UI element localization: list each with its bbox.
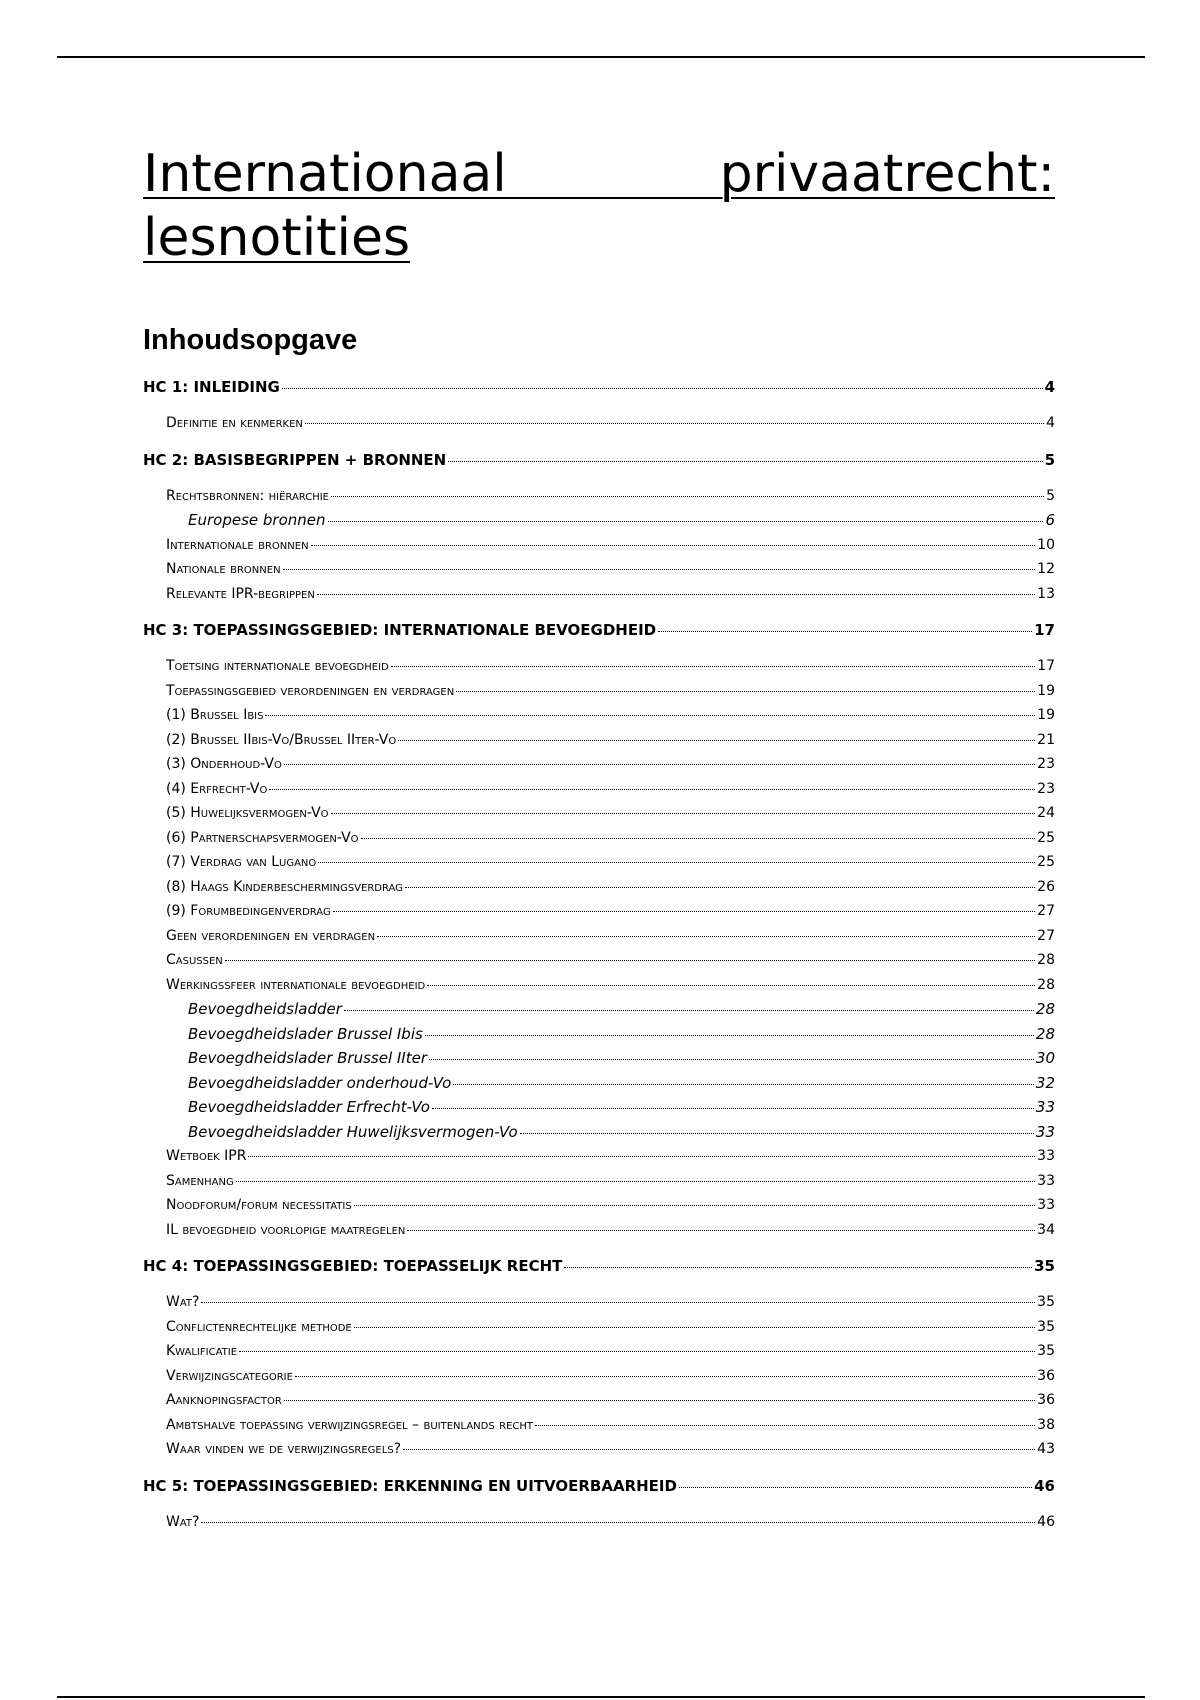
toc-entry[interactable] [143, 1364, 1055, 1389]
toc-entry-page-number: 27 [1037, 903, 1055, 919]
toc-entry-page-number: 5 [1044, 450, 1055, 469]
toc-entry-label: HC 5: TOEPASSINGSGEBIED: ERKENNING EN UITVOERBAARHEID [143, 1476, 677, 1495]
toc-entry-label: IL bevoegdheid voorlopige maatregelen [166, 1221, 406, 1238]
toc-entry-label: (1) Brussel Ibis [166, 707, 264, 723]
toc-entry-label: Verwijzingscategorie [166, 1367, 293, 1384]
toc-entry-page-number: 43 [1037, 1441, 1055, 1457]
toc-entry-label: Casussen [166, 952, 223, 968]
toc-entry-page-number: 35 [1037, 1318, 1055, 1335]
toc-entry-page-number: 13 [1037, 585, 1055, 602]
toc-entry-label: HC 2: BASISBEGRIPPEN + BRONNEN [143, 450, 447, 469]
toc-entry-label: Noodforum/forum necessitatis [166, 1197, 352, 1213]
toc-entry[interactable] [143, 1315, 1055, 1340]
toc-entry[interactable] [143, 1473, 1055, 1499]
toc-entry-label: Ambtshalve toepassing verwijzingsregel – buitenlands recht [166, 1416, 534, 1433]
toc-leader-dots [225, 958, 1035, 961]
toc-leader-dots [328, 519, 1044, 522]
toc-leader-dots [201, 1520, 1035, 1523]
toc-entry[interactable] [143, 1120, 1055, 1145]
toc-entry[interactable] [143, 508, 1055, 533]
toc-entry[interactable] [143, 1022, 1055, 1047]
toc-entry-label: HC 4: TOEPASSINGSGEBIED: TOEPASSELIJK RECHT [143, 1257, 563, 1275]
toc-entry-page-number: 32 [1035, 1073, 1055, 1092]
toc-leader-dots [284, 1398, 1035, 1401]
toc-leader-dots [239, 1349, 1035, 1352]
toc-entry-label: (4) Erfrecht-Vo [166, 780, 268, 797]
toc-entry-page-number: 25 [1037, 854, 1055, 870]
toc-entry-label: Toetsing internationale bevoegdheid [166, 658, 389, 674]
toc-leader-dots [520, 1131, 1034, 1134]
toc-entry[interactable] [143, 1169, 1055, 1194]
toc-entry-label: Definitie en kenmerken [166, 415, 303, 431]
toc-entry[interactable] [143, 533, 1055, 558]
toc-entry-page-number: 46 [1037, 1513, 1055, 1530]
toc-entry[interactable] [143, 1437, 1055, 1462]
toc-leader-dots [354, 1325, 1035, 1328]
toc-entry-page-number: 33 [1037, 1197, 1055, 1213]
toc-entry-page-number: 17 [1037, 658, 1055, 674]
toc-leader-dots [311, 543, 1036, 546]
toc-leader-dots [361, 836, 1036, 839]
toc-entry-page-number: 38 [1037, 1416, 1055, 1433]
toc-entry-label: Conflictenrechtelijke methode [166, 1318, 352, 1335]
toc-entry[interactable] [143, 924, 1055, 949]
toc-entry[interactable] [143, 899, 1055, 924]
toc-entry-page-number: 28 [1037, 952, 1055, 968]
toc-entry-page-number: 23 [1037, 780, 1055, 797]
toc-entry-page-number: 12 [1037, 561, 1055, 577]
toc-entry-label: Internationale bronnen [166, 536, 309, 553]
toc-leader-dots [284, 762, 1035, 765]
toc-leader-dots [456, 689, 1035, 692]
toc-entry-page-number: 28 [1035, 1000, 1055, 1018]
toc-entry[interactable] [143, 1193, 1055, 1218]
toc-leader-dots [405, 885, 1035, 888]
toc-entry-page-number: 33 [1035, 1122, 1055, 1141]
toc-entry-label: Bevoegdheidsladder onderhoud-Vo [188, 1073, 452, 1092]
toc-entry-label: Werkingssfeer internationale bevoegdheid [166, 976, 426, 993]
header-rule [57, 56, 1145, 58]
toc-entry-label: Bevoegdheidsladder [188, 1000, 342, 1018]
toc-entry-label: (2) Brussel IIbis-Vo/Brussel IIter-Vo [166, 731, 397, 748]
toc-entry-label: Kwalificatie [166, 1343, 238, 1359]
toc-leader-dots [305, 421, 1044, 424]
toc-leader-dots [658, 629, 1032, 632]
toc-entry-label: Waar vinden we de verwijzingsregels? [166, 1441, 402, 1457]
toc-entry-label: Wat? [166, 1294, 200, 1310]
toc-entry-label: (6) Partnerschapsvermogen-Vo [166, 829, 359, 846]
toc-entry[interactable] [143, 557, 1055, 582]
toc-entry[interactable] [143, 679, 1055, 704]
toc-entry[interactable] [143, 1095, 1055, 1120]
toc-entry[interactable] [143, 703, 1055, 728]
toc-entry-page-number: 35 [1037, 1343, 1055, 1359]
footer-rule [57, 1696, 1145, 1698]
toc-entry[interactable] [143, 973, 1055, 998]
toc-leader-dots [333, 909, 1035, 912]
toc-leader-dots [427, 983, 1035, 986]
toc-entry-label: Bevoegdheidslader Brussel IIter [188, 1049, 428, 1067]
toc-entry[interactable] [143, 1253, 1055, 1279]
toc-entry-page-number: 4 [1044, 378, 1055, 396]
toc-leader-dots [377, 934, 1035, 937]
toc-entry-page-number: 28 [1035, 1024, 1055, 1043]
toc-entry-page-number: 21 [1037, 731, 1055, 748]
toc-leader-dots [432, 1106, 1034, 1109]
toc-leader-dots [283, 567, 1036, 570]
toc-leader-dots [248, 1154, 1035, 1157]
toc-entry-label: Rechtsbronnen: hiërarchie [166, 487, 330, 504]
toc-entry-label: Wat? [166, 1513, 200, 1530]
toc-entry[interactable] [143, 728, 1055, 753]
toc-entry-label: (5) Huwelijksvermogen-Vo [166, 805, 329, 821]
toc-leader-dots [282, 386, 1043, 389]
toc-entry-label: Samenhang [166, 1172, 234, 1189]
toc-entry-page-number: 5 [1046, 487, 1055, 504]
toc-leader-dots [331, 494, 1044, 497]
toc-entry-page-number: 27 [1037, 927, 1055, 944]
toc-entry[interactable] [143, 447, 1055, 473]
toc-entry-label: HC 3: TOEPASSINGSGEBIED: INTERNATIONALE BEVOEGDHEID [143, 621, 657, 639]
toc-leader-dots [331, 811, 1036, 814]
toc-heading: Inhoudsopgave [143, 324, 358, 356]
toc-entry-label: Wetboek IPR [166, 1148, 247, 1164]
toc-entry-label: Geen verordeningen en verdragen [166, 927, 376, 944]
toc-entry-page-number: 35 [1034, 1257, 1055, 1275]
toc-leader-dots [265, 713, 1035, 716]
toc-entry-label: (9) Forumbedingenverdrag [166, 903, 331, 919]
toc-entry-page-number: 30 [1035, 1049, 1055, 1067]
toc-entry[interactable] [143, 1046, 1055, 1071]
toc-entry-label: Bevoegdheidsladder Huwelijksvermogen-Vo [188, 1122, 518, 1141]
toc-entry-page-number: 33 [1037, 1148, 1055, 1164]
toc-entry[interactable] [143, 1218, 1055, 1243]
toc-entry[interactable] [143, 826, 1055, 851]
toc-leader-dots [344, 1008, 1034, 1011]
toc-entry[interactable] [143, 1071, 1055, 1096]
toc-entry[interactable] [143, 1290, 1055, 1315]
toc-entry-page-number: 26 [1037, 878, 1055, 895]
toc-entry[interactable] [143, 875, 1055, 900]
toc-entry-label: Bevoegdheidslader Brussel Ibis [188, 1024, 423, 1043]
toc-leader-dots [354, 1203, 1036, 1206]
document-title: Internationaal privaatrecht: lesnotities [143, 144, 1055, 268]
toc-entry-label: Bevoegdheidsladder Erfrecht-Vo [188, 1098, 430, 1116]
toc-entry[interactable] [143, 411, 1055, 436]
toc-entry-page-number: 33 [1037, 1172, 1055, 1189]
toc-entry-label: Europese bronnen [188, 511, 326, 529]
toc-leader-dots [448, 459, 1042, 462]
toc-entry-page-number: 36 [1037, 1392, 1055, 1408]
toc-entry-page-number: 36 [1037, 1367, 1055, 1384]
toc-entry[interactable] [143, 1510, 1055, 1535]
toc-entry[interactable] [143, 752, 1055, 777]
toc-entry[interactable] [143, 850, 1055, 875]
toc-leader-dots [318, 860, 1035, 863]
toc-leader-dots [295, 1374, 1035, 1377]
toc-leader-dots [236, 1179, 1035, 1182]
toc-entry-label: Toepassingsgebied verordeningen en verdragen [166, 682, 455, 699]
toc-leader-dots [201, 1300, 1035, 1303]
toc-entry-label: Aanknopingsfactor [166, 1392, 282, 1408]
toc-entry[interactable] [143, 948, 1055, 973]
toc-leader-dots [269, 787, 1035, 790]
toc-leader-dots [403, 1447, 1035, 1450]
toc-entry-page-number: 23 [1037, 756, 1055, 772]
toc-entry[interactable] [143, 582, 1055, 607]
toc-entry-page-number: 46 [1034, 1476, 1055, 1495]
toc-entry-page-number: 4 [1046, 415, 1055, 431]
toc-entry-page-number: 17 [1034, 621, 1055, 639]
toc-entry[interactable] [143, 374, 1055, 400]
toc-entry[interactable] [143, 1339, 1055, 1364]
toc-entry[interactable] [143, 484, 1055, 509]
toc-leader-dots [564, 1265, 1032, 1268]
toc-leader-dots [535, 1423, 1035, 1426]
toc-leader-dots [453, 1082, 1034, 1085]
toc-entry-page-number: 6 [1045, 511, 1055, 529]
toc-entry-label: (3) Onderhoud-Vo [166, 756, 282, 772]
toc-leader-dots [429, 1057, 1034, 1060]
toc-entry-page-number: 28 [1037, 976, 1055, 993]
toc-leader-dots [398, 738, 1035, 741]
toc-entry-page-number: 35 [1037, 1294, 1055, 1310]
toc-leader-dots [391, 664, 1035, 667]
toc-entry-label: Nationale bronnen [166, 561, 281, 577]
toc-entry[interactable] [143, 1388, 1055, 1413]
toc-entry[interactable] [143, 777, 1055, 802]
toc-leader-dots [317, 592, 1035, 595]
toc-entry[interactable] [143, 801, 1055, 826]
toc-entry[interactable] [143, 654, 1055, 679]
toc-entry-page-number: 33 [1035, 1098, 1055, 1116]
toc-entry-page-number: 19 [1037, 682, 1055, 699]
toc-leader-dots [407, 1228, 1035, 1231]
toc-entry-page-number: 25 [1037, 829, 1055, 846]
toc-leader-dots [679, 1485, 1032, 1488]
toc-entry-label: (7) Verdrag van Lugano [166, 854, 317, 870]
toc-entry[interactable] [143, 997, 1055, 1022]
toc-entry-page-number: 34 [1037, 1221, 1055, 1238]
toc-entry-page-number: 10 [1037, 536, 1055, 553]
toc-leader-dots [425, 1033, 1034, 1036]
toc-entry-label: (8) Haags Kinderbeschermingsverdrag [166, 878, 403, 895]
toc-entry[interactable] [143, 617, 1055, 643]
table-of-contents [143, 374, 1055, 1534]
toc-entry[interactable] [143, 1413, 1055, 1438]
toc-entry[interactable] [143, 1144, 1055, 1169]
toc-entry-label: Relevante IPR-begrippen [166, 585, 315, 602]
toc-entry-label: HC 1: INLEIDING [143, 378, 280, 396]
toc-entry-page-number: 19 [1037, 707, 1055, 723]
toc-entry-page-number: 24 [1037, 805, 1055, 821]
